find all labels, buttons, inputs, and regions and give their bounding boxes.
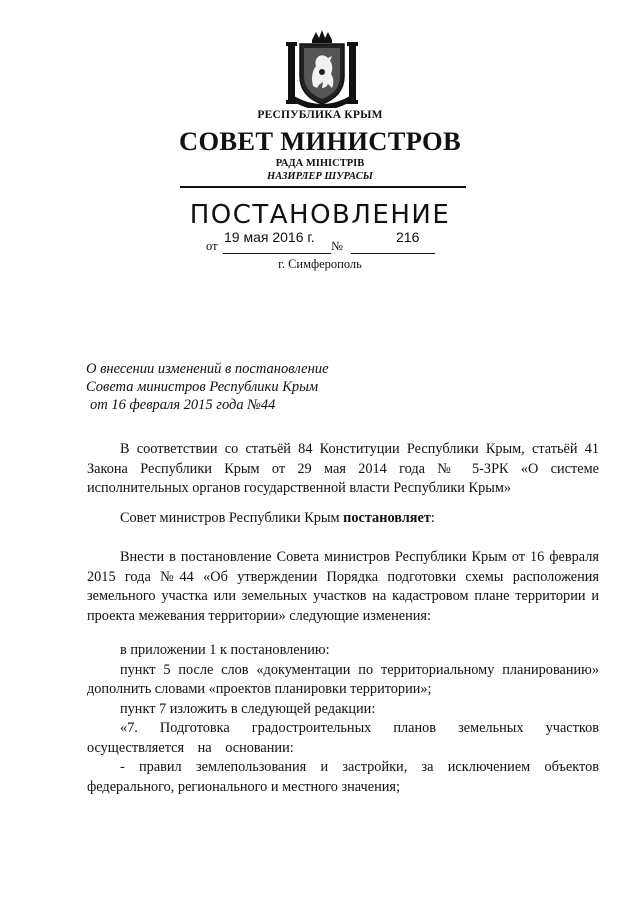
resolution-verb: постановляет xyxy=(343,510,431,526)
number-underline xyxy=(351,253,435,254)
date-number-line xyxy=(206,227,446,257)
resolution-tail: : xyxy=(430,510,435,526)
number-value: 216 xyxy=(396,229,420,245)
council-name-ukrainian: РАДА МІНІСТРІВ xyxy=(275,158,365,169)
subject-line: Совета министров Республики Крым xyxy=(86,379,319,395)
date-prefix: от xyxy=(206,239,218,253)
preamble-text: В соответствии со статьёй 84 Конституции Республики Крым, статьёй 41 Закона Республики Крым от 29 мая 2014 года № 5-ЗРК «О системе исполнительных органов государственной власти Республики Крым» xyxy=(87,441,599,496)
changes-list xyxy=(87,641,599,797)
list-item: «7. Подготовка градостроительных планов земельных участков осуществляется на основании: xyxy=(87,720,599,756)
subject-block xyxy=(86,360,329,414)
subject-line: О внесении изменений в постановление xyxy=(86,361,329,377)
date-value: 19 мая 2016 г. xyxy=(224,229,315,245)
preamble-paragraph xyxy=(87,440,599,499)
resolution-paragraph xyxy=(87,509,599,529)
amendment-text: Внести в постановление Совета министров Республики Крым от 16 февраля 2015 года №44 «Об утверждении Порядка подготовки схемы расположения земельного участка или земельных участков на кадастровом плане территории и проекта межевания территории» следующие изменения: xyxy=(87,549,599,624)
list-item: пункт 5 после слов «документации по территориальному планированию» дополнить словами «проектов планировки территории»; xyxy=(87,661,599,697)
header-divider xyxy=(180,186,466,188)
subject-line: от 16 февраля 2015 года №44 xyxy=(90,397,276,413)
city: г. Симферополь xyxy=(278,257,362,271)
document-title: ПОСТАНОВЛЕНИЕ xyxy=(189,200,451,230)
date-underline xyxy=(223,253,331,254)
number-prefix: № xyxy=(331,239,343,253)
resolution-lead: Совет министров Республики Крым xyxy=(120,510,344,526)
list-item: пункт 7 изложить в следующей редакции: xyxy=(120,700,376,717)
list-item: - правил землепользования и застройки, за исключением объектов федерального, регионального и местного значения; xyxy=(87,759,599,795)
council-name-crimean-tatar: НАЗИРЛЕР ШУРАСЫ xyxy=(267,171,373,182)
amendment-paragraph xyxy=(87,548,599,626)
list-item: в приложении 1 к постановлению: xyxy=(120,642,330,658)
council-name: СОВЕТ МИНИСТРОВ xyxy=(179,126,461,156)
republic-name: РЕСПУБЛИКА КРЫМ xyxy=(257,109,383,121)
crimea-coat-of-arms-icon xyxy=(286,30,358,108)
